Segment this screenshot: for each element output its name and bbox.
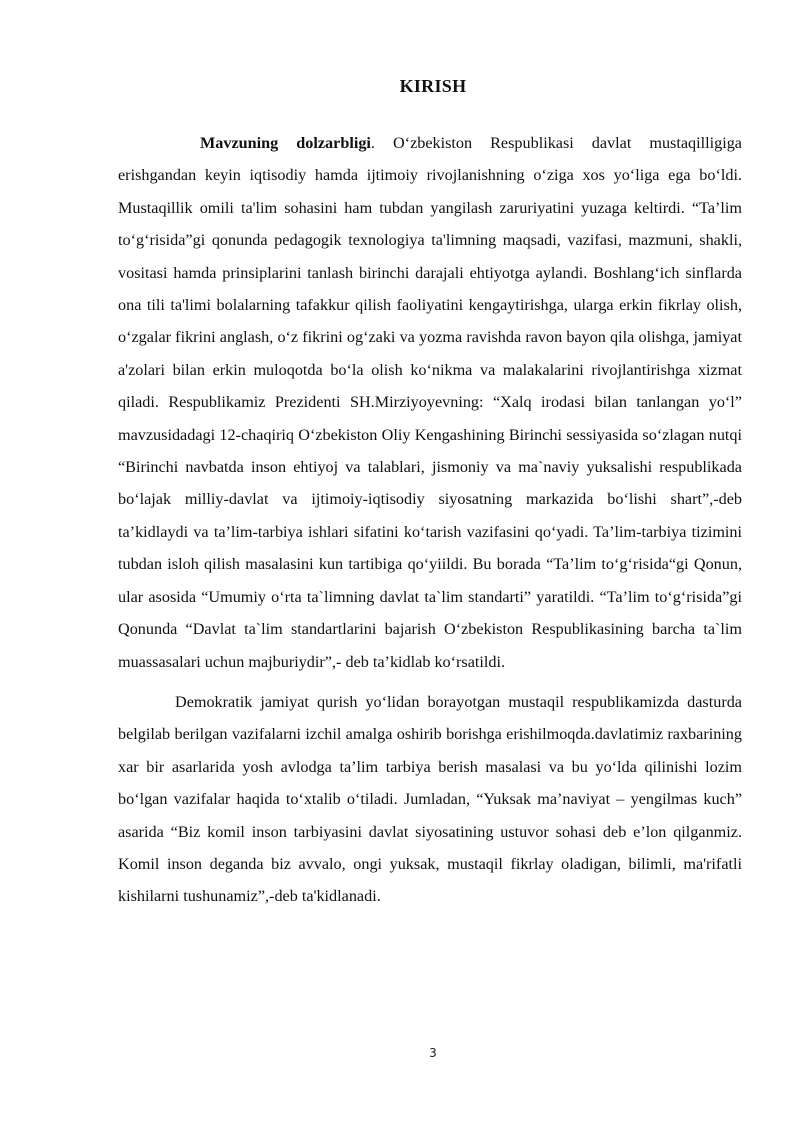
page-title: KIRISH — [399, 76, 467, 96]
page-number: 3 — [429, 1046, 437, 1060]
paragraph-democratic-society: Demokratik jamiyat qurish yo‘lidan borayotgan mustaqil respublikamizda dasturda belgilab berilgan vazifalarni izchil amalga oshirib borishga erishilmoqda.davlatimiz raxbarining xar bir asarlarida yosh avlodga ta’lim tarbiya berish masalasi va bu yo‘lda qilinishi lozim bo‘lgan vazifalar haqida to‘xtalib o‘tiladi. Jumladan, “Yuksak ma’naviyat – yengilmas kuch” asarida “Biz komil inson tarbiyasini davlat siyosatining ustuvor sohasi deb e’lon qilganmiz. Komil inson deganda biz avvalo, ongi yuksak, mustaqil fikrlay oladigan, bilimli, ma'rifatli kishilarni tushunamiz”,-deb ta'kidlanadi. — [118, 692, 742, 906]
paragraph-lead-heading: Mavzuning dolzarbligi — [200, 134, 371, 152]
paragraph-relevance-text: . O‘zbekiston Respublikasi davlat mustaqilligiga erishgandan keyin iqtisodiy hamda ijtimoiy rivojlanishning o‘ziga xos yo‘liga ega bo‘ldi. Mustaqillik omili ta'lim sohasini ham tubdan yangilash zaruriyatini yuzaga keltirdi. “Ta’lim to‘g‘risida”gi qonunda pedagogik texnologiya ta'limning maqsadi, vazifasi, mazmuni, shakli, vositasi hamda prinsiplarini tanlash birinchi darajali ehtiyotga aylandi. Boshlang‘ich sinflarda ona tili ta'limi bolalarning tafakkur qilish faoliyatini kengaytirishga, ularga erkin fikrlay olish, o‘zgalar fikrini anglash, o‘z fikrini og‘zaki va yozma ravishda ravon bayon qila olishga, jamiyat a'zolari bilan erkin muloqotda bo‘la olish ko‘nikma va malakalarini rivojlantirishga xizmat qiladi. Respublikamiz Prezidenti SH.Mirziyoyevning: “Xalq irodasi bilan tanlangan yo‘l” mavzusidadagi 12-chaqiriq O‘zbekiston Oliy Kengashining Birinchi sessiyasida so‘zlagan nutqi “Birinchi navbatda inson ehtiyoj va talablari, jismoniy va ma`naviy yuksalishi respublikada bo‘lajak milliy-davlat va ijtimoiy-iqtisodiy siyosatning markazida bo‘lishi shart”,-deb ta’kidlaydi va ta’lim-tarbiya ishlari sifatini ko‘tarish vazifasini qo‘yadi. Ta’lim-tarbiya tizimini tubdan isloh qilish masalasini kun tartibiga qo‘yiildi. Bu borada “Ta’lim to‘g‘risida“gi Qonun, ular asosida “Umumiy o‘rta ta`limning davlat ta`lim standarti” yaratildi. “Ta’lim to‘g‘risida”gi Qonunda “Davlat ta`lim standartlarini bajarish O‘zbekiston Respublikasining barcha ta`lim muassasalari uchun majburiydir”,- deb ta’kidlab ko‘rsatildi. — [118, 134, 742, 671]
document-body — [118, 127, 742, 913]
paragraph-relevance — [118, 127, 742, 678]
